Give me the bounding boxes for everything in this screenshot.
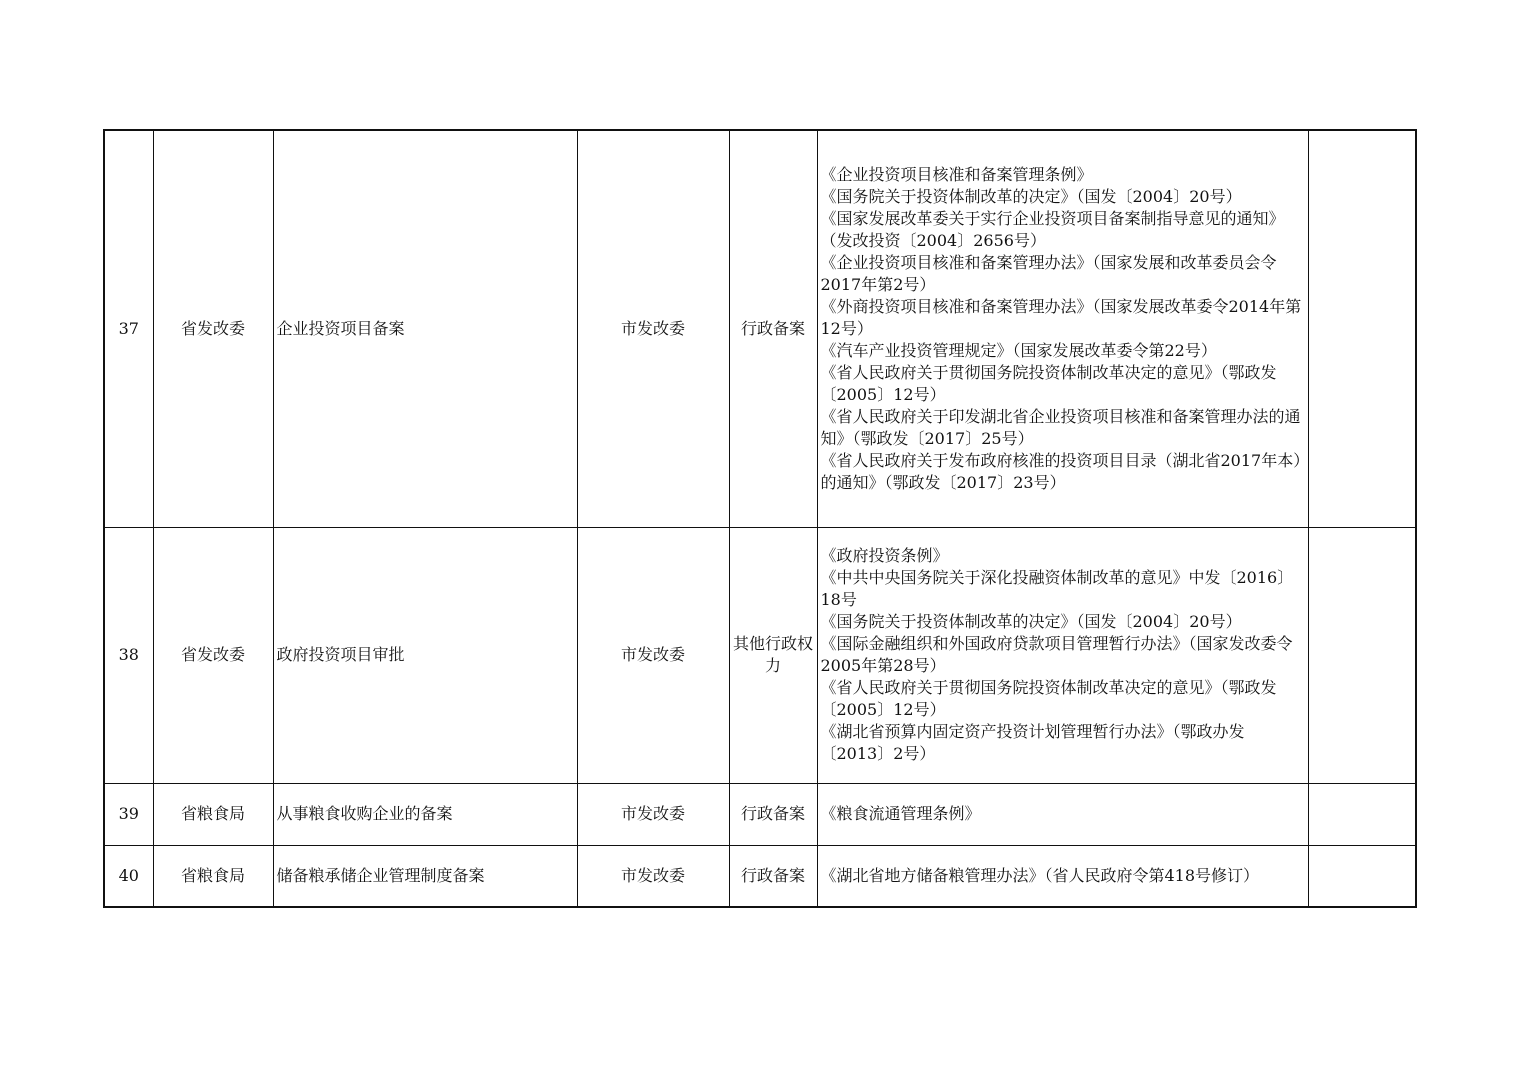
row-number: 40 (104, 845, 153, 907)
basis-line: 《外商投资项目核准和备案管理办法》（国家发展改革委令2014年第12号） (820, 296, 1302, 338)
basis-line: 《中共中央国务院关于深化投融资体制改革的意见》中发〔2016〕18号 (820, 568, 1294, 609)
implementing-organ: 市发改委 (577, 130, 729, 527)
legal-basis (817, 130, 1308, 527)
basis-line: 《企业投资项目核准和备案管理条例》 (820, 164, 1093, 184)
item-name: 储备粮承储企业管理制度备案 (273, 845, 577, 907)
item-name: 企业投资项目备案 (273, 130, 577, 527)
item-name: 从事粮食收购企业的备案 (273, 783, 577, 845)
row-number: 38 (104, 527, 153, 783)
basis-line: 《国际金融组织和外国政府贷款项目管理暂行办法》（国家发改委令2005年第28号） (820, 634, 1293, 675)
table-row (104, 845, 1416, 907)
basis-line: 《湖北省地方储备粮管理办法》（省人民政府令第418号修订） (820, 865, 1260, 885)
table-row (104, 527, 1416, 783)
basis-line: 《企业投资项目核准和备案管理办法》（国家发展和改革委员会令2017年第2号） (820, 252, 1277, 294)
table-row (104, 783, 1416, 845)
power-type: 行政备案 (729, 130, 817, 527)
remarks (1308, 527, 1416, 783)
power-type: 其他行政权力 (729, 527, 817, 783)
power-type: 行政备案 (729, 845, 817, 907)
department: 省粮食局 (153, 783, 273, 845)
legal-basis (817, 783, 1308, 845)
basis-line: 《政府投资条例》 (820, 546, 949, 565)
department: 省发改委 (153, 527, 273, 783)
basis-line: 《省人民政府关于贯彻国务院投资体制改革决定的意见》（鄂政发〔2005〕12号） (820, 678, 1277, 719)
table-row (104, 130, 1416, 527)
department: 省发改委 (153, 130, 273, 527)
implementing-organ: 市发改委 (577, 527, 729, 783)
basis-line: 《粮食流通管理条例》 (820, 804, 981, 823)
remarks (1308, 130, 1416, 527)
power-list-table (103, 129, 1417, 908)
row-number: 39 (104, 783, 153, 845)
basis-line: 《湖北省预算内固定资产投资计划管理暂行办法》（鄂政办发〔2013〕2号） (820, 722, 1245, 763)
remarks (1308, 845, 1416, 907)
basis-line: 《省人民政府关于印发湖北省企业投资项目核准和备案管理办法的通知》（鄂政发〔2017〕25号） (820, 406, 1301, 448)
row-number: 37 (104, 130, 153, 527)
basis-line: 《汽车产业投资管理规定》（国家发展改革委令第22号） (820, 340, 1217, 360)
department: 省粮食局 (153, 845, 273, 907)
legal-basis (817, 527, 1308, 783)
basis-line: 《国务院关于投资体制改革的决定》（国发〔2004〕20号） (820, 186, 1242, 206)
implementing-organ: 市发改委 (577, 845, 729, 907)
power-type: 行政备案 (729, 783, 817, 845)
remarks (1308, 783, 1416, 845)
basis-line: 《省人民政府关于发布政府核准的投资项目目录（湖北省2017年本）的通知》（鄂政发〔2017〕23号） (820, 450, 1302, 492)
basis-line: 《省人民政府关于贯彻国务院投资体制改革决定的意见》（鄂政发〔2005〕12号） (820, 362, 1277, 404)
item-name: 政府投资项目审批 (273, 527, 577, 783)
legal-basis (817, 845, 1308, 907)
basis-line: 《国家发展改革委关于实行企业投资项目备案制指导意见的通知》（发改投资〔2004〕2656号） (820, 208, 1285, 250)
implementing-organ: 市发改委 (577, 783, 729, 845)
basis-line: 《国务院关于投资体制改革的决定》（国发〔2004〕20号） (820, 612, 1242, 631)
